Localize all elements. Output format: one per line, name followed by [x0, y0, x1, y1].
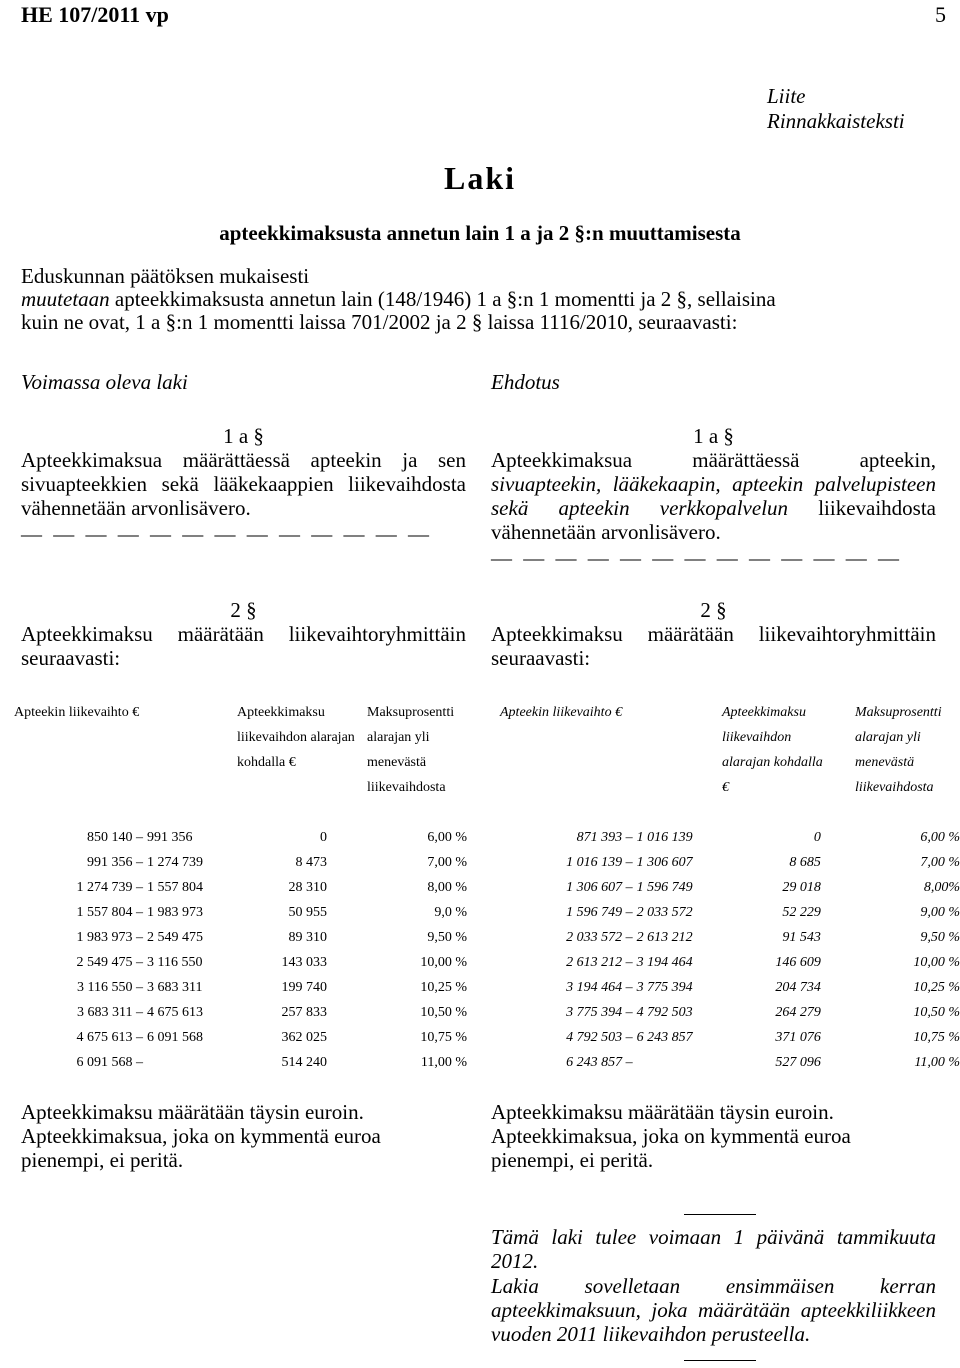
percent-cell: 9,50 % [920, 929, 960, 945]
left-rate-table [40, 825, 467, 1075]
law-subtitle: apteekkimaksusta annetun lain 1 a ja 2 §:n muuttamisesta [219, 221, 741, 245]
table-row [40, 875, 467, 900]
right-header-revenue: Apteekin liikevaihto € [500, 705, 623, 720]
left-section-1a-title: 1 a § [223, 424, 264, 448]
left-header-percent: Maksuprosentti alarajan yli menevästä liikevaihdosta [367, 705, 455, 795]
revenue-from-cell: 2 033 572 – [566, 929, 633, 945]
revenue-from-cell: 6 091 568 – [76, 1054, 143, 1070]
table-row [528, 950, 960, 975]
fee-cell: 29 018 [782, 879, 821, 895]
right-rate-table-body [528, 825, 960, 1075]
table-row [528, 825, 960, 850]
fee-cell: 264 279 [775, 1004, 821, 1020]
revenue-from-cell: 3 116 550 – [77, 979, 143, 995]
revenue-to-cell: 1 596 749 [636, 879, 693, 895]
page-title: Laki [443, 160, 517, 196]
appendix-label [767, 84, 905, 134]
right-entry-into-force: Tämä laki tulee voimaan 1 päivänä tammikuuta 2012. [491, 1225, 936, 1273]
right-application-clause: Lakia sovelletaan ensimmäisen kerran apteekkimaksuun, joka määrätään apteekkiliikkeen vuoden 2011 liikevaihdon perusteella. [491, 1274, 936, 1346]
revenue-from-cell: 3 775 394 – [566, 1004, 633, 1020]
fee-cell: 28 310 [288, 879, 327, 895]
left-section-1a-text: Apteekkimaksua määrättäessä apteekin ja sen sivuapteekkien sekä lääkekaappien liikevaihdosta vähennetään arvonlisävero. [21, 448, 466, 520]
revenue-from-cell: 1 557 804 – [76, 904, 143, 920]
fee-cell: 0 [813, 829, 821, 845]
left-rate-table-body [40, 825, 467, 1075]
percent-cell: 10,00 % [913, 954, 960, 970]
left-footer-1: Apteekkimaksu määrätään täysin euroin. [21, 1100, 364, 1124]
table-row [40, 850, 467, 875]
revenue-to-cell [143, 1050, 217, 1075]
revenue-from-cell: 1 274 739 – [76, 879, 143, 895]
table-row [528, 900, 960, 925]
revenue-to-cell: 991 356 [147, 829, 193, 845]
revenue-to-cell: 1 306 607 [636, 854, 693, 870]
table-row [40, 1025, 467, 1050]
table-row [40, 1000, 467, 1025]
appendix-line-2: Rinnakkaisteksti [767, 109, 905, 133]
revenue-from-cell: 3 194 464 – [566, 979, 633, 995]
fee-cell: 257 833 [281, 1004, 327, 1020]
fee-cell: 146 609 [775, 954, 821, 970]
right-separator-top [684, 1214, 756, 1215]
revenue-to-cell: 6 243 857 [636, 1029, 693, 1045]
revenue-to-cell: 3 683 311 [147, 979, 203, 995]
percent-cell: 10,75 % [913, 1029, 960, 1045]
right-section-1a-text-c: liikevaihdosta vähennetään arvonlisävero. [491, 496, 936, 544]
percent-cell: 6,00 % [427, 829, 467, 845]
fee-cell: 362 025 [281, 1029, 327, 1045]
revenue-to-cell: 1 016 139 [636, 829, 693, 845]
right-header-percent: Maksuprosentti alarajan yli menevästä liikevaihdosta [855, 705, 942, 795]
left-omission-dashes: — — — — — — — — — — — — — [21, 522, 432, 546]
intro-block [21, 265, 956, 334]
right-section-1a-title: 1 a § [693, 424, 734, 448]
right-column-heading: Ehdotus [491, 370, 560, 394]
right-header-fee: Apteekkimaksu liikevaihdon alarajan kohdalla € [722, 705, 823, 795]
fee-cell: 8 473 [295, 854, 327, 870]
percent-cell: 11,00 % [420, 1054, 467, 1070]
revenue-to-cell: 2 549 475 [147, 929, 203, 945]
revenue-to-cell: 6 091 568 [147, 1029, 203, 1045]
right-section-1a-text [491, 448, 936, 544]
percent-cell: 8,00% [923, 879, 960, 895]
percent-cell: 6,00 % [920, 829, 960, 845]
revenue-to-cell: 1 983 973 [147, 904, 203, 920]
fee-cell: 199 740 [281, 979, 327, 995]
right-section-2-text: Apteekkimaksu määrätään liikevaihtoryhmittäin seuraavasti: [491, 622, 936, 670]
percent-cell: 8,00 % [427, 879, 467, 895]
revenue-from-cell: 1 983 973 – [76, 929, 143, 945]
table-row [528, 975, 960, 1000]
revenue-from-cell: 1 016 139 – [566, 854, 633, 870]
revenue-to-cell: 3 116 550 [147, 954, 203, 970]
right-separator-bottom [684, 1360, 756, 1361]
table-row [528, 850, 960, 875]
revenue-to-cell: 3 194 464 [636, 954, 693, 970]
revenue-from-cell: 6 243 857 – [566, 1054, 633, 1070]
percent-cell: 9,00 % [920, 904, 960, 920]
revenue-to-cell: 4 675 613 [147, 1004, 203, 1020]
percent-cell: 9,50 % [427, 929, 467, 945]
right-footer [491, 1100, 936, 1172]
revenue-from-cell: 3 683 311 – [77, 1004, 143, 1020]
revenue-from-cell: 4 792 503 – [566, 1029, 633, 1045]
table-row [40, 825, 467, 850]
table-row [40, 1050, 467, 1075]
table-row [40, 975, 467, 1000]
revenue-from-cell: 850 140 – [87, 829, 143, 845]
revenue-from-cell: 4 675 613 – [76, 1029, 143, 1045]
fee-cell: 52 229 [782, 904, 821, 920]
left-section-2-text: Apteekkimaksu määrätään liikevaihtoryhmittäin seuraavasti: [21, 622, 466, 670]
fee-cell: 371 076 [775, 1029, 821, 1045]
revenue-to-cell: 2 033 572 [636, 904, 693, 920]
percent-cell: 7,00 % [920, 854, 960, 870]
revenue-from-cell: 1 596 749 – [566, 904, 633, 920]
intro-line-2-text: apteekkimaksusta annetun lain (148/1946) 1 a §:n 1 momentti ja 2 §, sellaisina [109, 287, 776, 311]
percent-cell: 10,50 % [913, 1004, 960, 1020]
revenue-from-cell: 991 356 – [87, 854, 143, 870]
table-row [528, 1025, 960, 1050]
revenue-to-cell: 2 613 212 [636, 929, 693, 945]
left-footer-2: Apteekkimaksua, joka on kymmentä euroa pienempi, ei peritä. [21, 1124, 381, 1172]
left-header-fee: Apteekkimaksu liikevaihdon alarajan kohdalla € [237, 705, 355, 770]
fee-cell: 91 543 [782, 929, 821, 945]
table-row [528, 925, 960, 950]
left-footer [21, 1100, 466, 1172]
intro-line-3: kuin ne ovat, 1 a §:n 1 momentti laissa 701/2002 ja 2 § laissa 1116/2010, seuraavasti: [21, 310, 738, 334]
fee-cell: 204 734 [775, 979, 821, 995]
revenue-from-cell: 2 613 212 – [566, 954, 633, 970]
right-footer-1: Apteekkimaksu määrätään täysin euroin. [491, 1100, 834, 1124]
table-row [528, 1050, 960, 1075]
intro-line-1: Eduskunnan päätöksen mukaisesti [21, 264, 310, 288]
left-column-heading: Voimassa oleva laki [21, 370, 188, 394]
revenue-to-cell: 1 557 804 [147, 879, 203, 895]
percent-cell: 10,25 % [913, 979, 960, 995]
right-section-1a-text-b: sivuapteekin, lääkekaapin, apteekin palvelupisteen sekä apteekin verkkopalvelun [491, 472, 936, 520]
revenue-from-cell: 871 393 – [576, 829, 633, 845]
percent-cell: 10,50 % [420, 1004, 467, 1020]
table-row [40, 950, 467, 975]
right-rate-table [528, 825, 960, 1075]
right-footer-2: Apteekkimaksua, joka on kymmentä euroa pienempi, ei peritä. [491, 1124, 851, 1172]
percent-cell: 10,25 % [420, 979, 467, 995]
left-header-revenue: Apteekin liikevaihto € [14, 705, 140, 720]
table-row [528, 1000, 960, 1025]
right-section-1a-text-a: Apteekkimaksua määrättäessä apteekin, [491, 448, 936, 472]
table-row [40, 900, 467, 925]
fee-cell: 8 685 [789, 854, 821, 870]
revenue-to-cell: 3 775 394 [636, 979, 693, 995]
revenue-from-cell: 2 549 475 – [76, 954, 143, 970]
revenue-to-cell [633, 1050, 722, 1075]
percent-cell: 7,00 % [427, 854, 467, 870]
table-row [528, 875, 960, 900]
percent-cell: 10,75 % [420, 1029, 467, 1045]
percent-cell: 11,00 % [914, 1054, 960, 1070]
right-omission-dashes: — — — — — — — — — — — — — [491, 546, 902, 570]
fee-cell: 0 [320, 829, 327, 845]
document-id: HE 107/2011 vp [21, 2, 169, 27]
fee-cell: 143 033 [281, 954, 327, 970]
page-number: 5 [935, 2, 946, 27]
table-row [40, 925, 467, 950]
revenue-to-cell: 1 274 739 [147, 854, 203, 870]
intro-line-2 [21, 288, 956, 311]
left-section-2-title: 2 § [230, 598, 257, 622]
fee-cell: 89 310 [288, 929, 327, 945]
fee-cell: 527 096 [775, 1054, 821, 1070]
revenue-to-cell: 4 792 503 [636, 1004, 693, 1020]
revenue-from-cell: 1 306 607 – [566, 879, 633, 895]
intro-verb: muutetaan [21, 287, 110, 311]
percent-cell: 10,00 % [420, 954, 467, 970]
appendix-line-1: Liite [767, 84, 806, 108]
right-section-2-title: 2 § [700, 598, 727, 622]
percent-cell: 9,0 % [434, 904, 467, 920]
fee-cell: 50 955 [288, 904, 327, 920]
fee-cell: 514 240 [281, 1054, 327, 1070]
